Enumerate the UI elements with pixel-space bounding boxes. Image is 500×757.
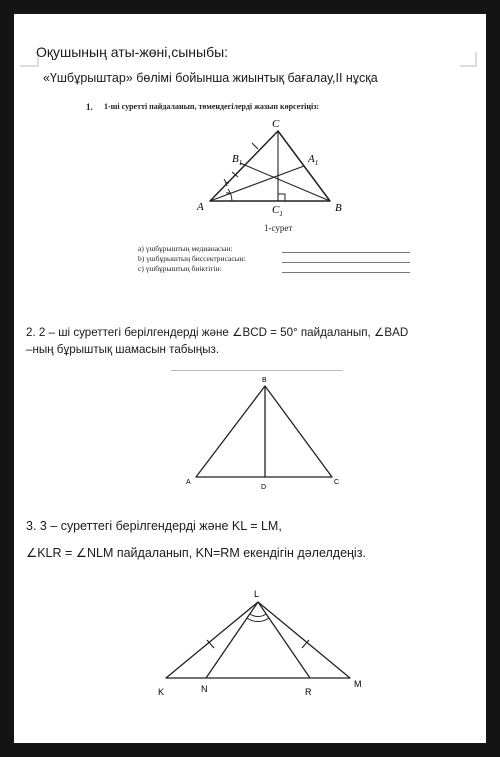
point-label-n: N: [201, 684, 208, 694]
answer-label-altitude: c) үшбұрыштың биіктігін:: [138, 264, 222, 273]
student-name-line: Оқушының аты-жөні,сыныбы:: [36, 44, 229, 60]
point-label-m: M: [354, 679, 362, 689]
point-label-c1: $C_1$: [272, 204, 283, 218]
point-label-l: L: [254, 589, 260, 599]
point-label-c-2: C: [334, 479, 340, 486]
answer-label-bisector: b) үшбұрыштың биссектрисасын:: [138, 254, 246, 263]
task2-line1: 2. 2 – ші суреттегі берілгендерді және ∠BCD = 50° пайдаланып, ∠BAD: [26, 326, 409, 339]
task2-line2: –ның бұрыштық шамасын табыңыз.: [26, 343, 220, 356]
point-label-a-2: A: [186, 479, 191, 486]
task3-line1: 3. 3 – суреттегі берілгендерді және KL = LM,: [26, 519, 282, 533]
figure-3-triangle: [14, 14, 486, 743]
point-label-k: K: [158, 687, 165, 697]
point-label-b-2: B: [262, 377, 267, 384]
point-label-a1: $A_1$: [308, 153, 319, 167]
segment-lr: [258, 602, 310, 678]
point-label-d-2: D: [261, 484, 267, 491]
angle-arc-l: [247, 618, 269, 622]
point-label-c: C: [272, 118, 280, 130]
point-label-b: B: [335, 202, 342, 214]
point-label-r: R: [305, 687, 312, 697]
assessment-subtitle: «Үшбұрыштар» бөлімі бойынша жиынтық бағалау,ІІ нұсқа: [43, 71, 378, 85]
task1-number: 1.: [86, 102, 93, 112]
segment-ln: [206, 602, 258, 678]
worksheet-page: [14, 14, 486, 743]
triangle-klm: [166, 602, 350, 678]
point-label-a: A: [197, 201, 204, 213]
point-label-b1: $B_1$: [232, 153, 243, 167]
task1-instruction: 1-ші суретті пайдаланып, төмендегілерді жазып көрсетіңіз:: [104, 102, 320, 111]
answer-label-median: a) үшбұрыштың медианасын:: [138, 244, 233, 253]
task3-line2: ∠KLR = ∠NLM пайдаланып, KN=RM екендігін дәлелдеңіз.: [26, 546, 366, 560]
figure-1-caption: 1-сурет: [264, 223, 293, 233]
